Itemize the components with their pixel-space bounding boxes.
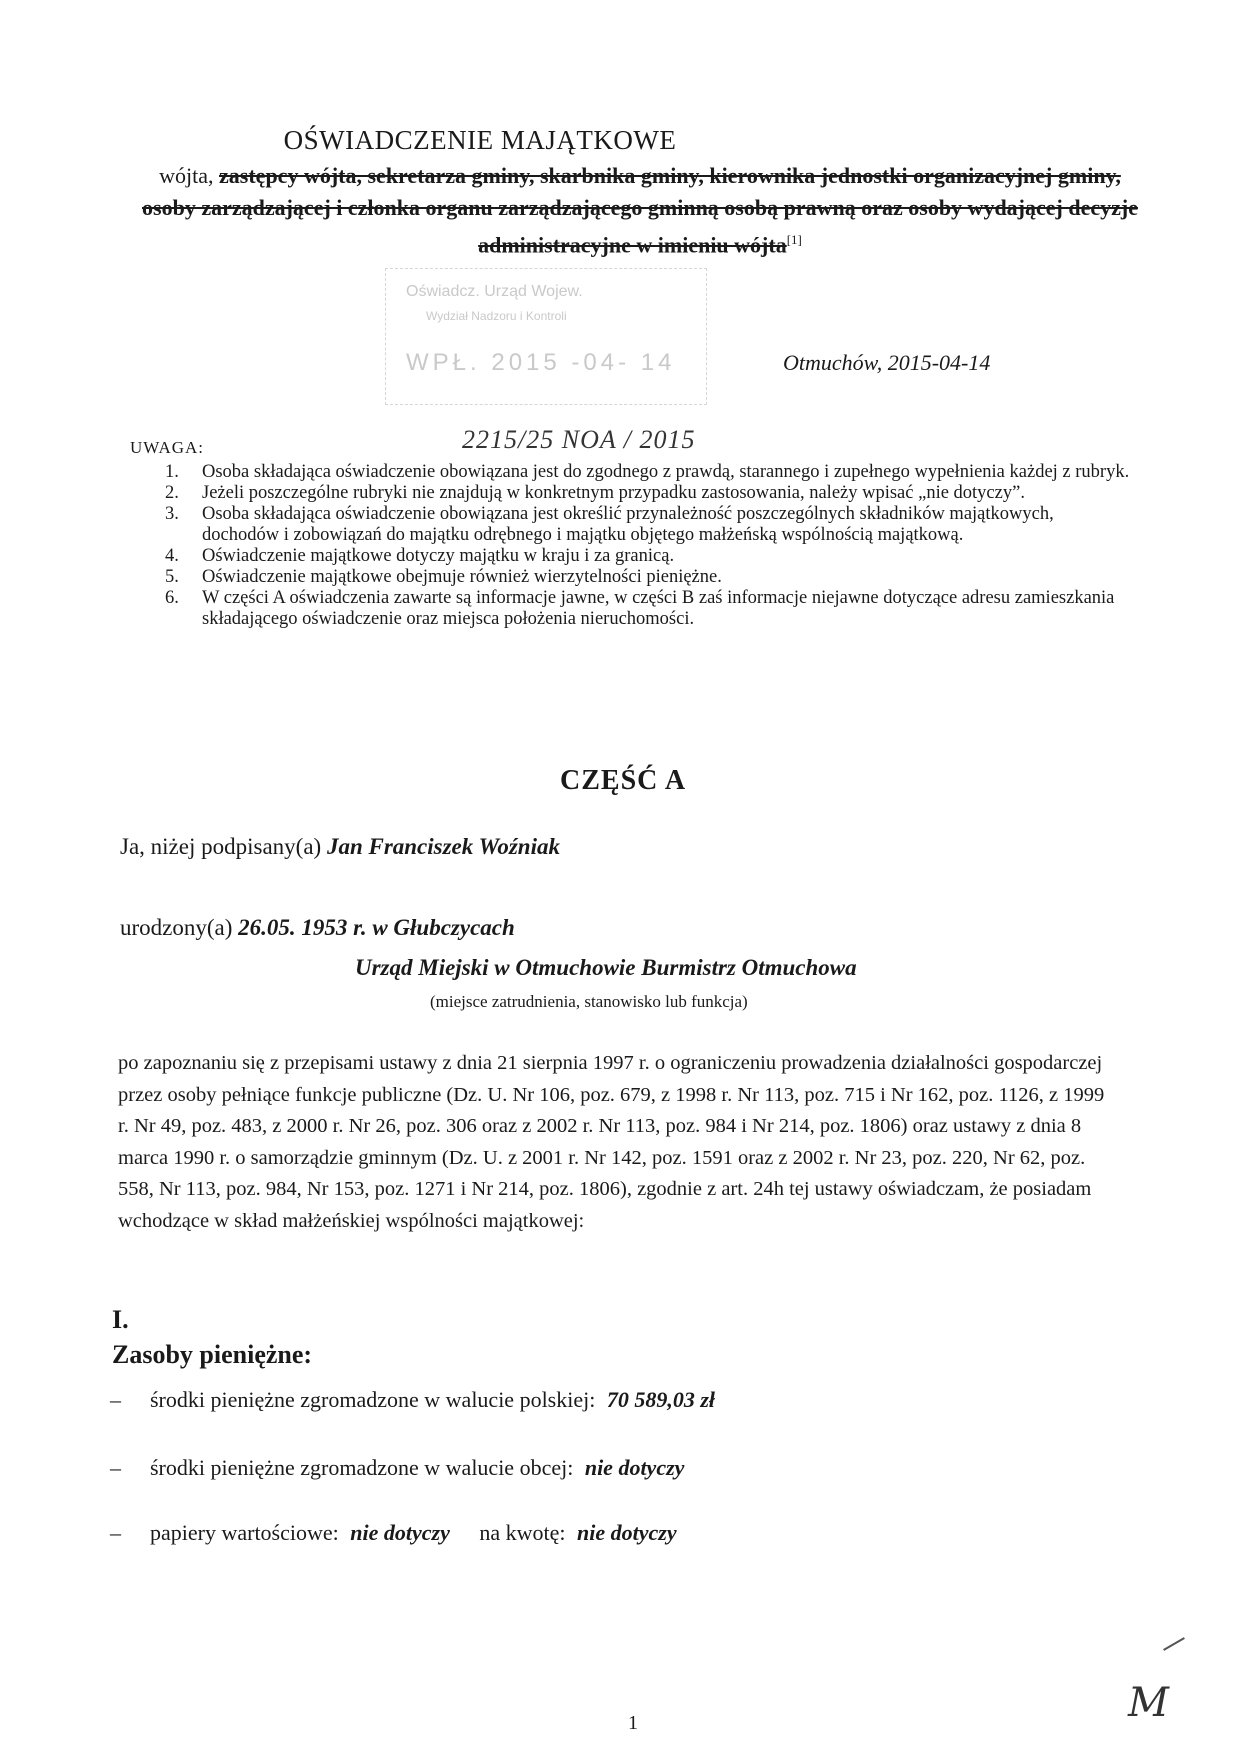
stamp-line-1: Oświadcz. Urząd Wojew. — [406, 283, 583, 300]
note-item: 5. Oświadczenie majątkowe obejmuje również wierzytelności pieniężne. — [165, 567, 722, 587]
birth-place: w Głubczycach — [372, 915, 515, 940]
pln-funds-value: 70 589,03 zł — [606, 1387, 716, 1412]
handwritten-initials: M — [1128, 1680, 1169, 1726]
footnote-marker: [1] — [786, 232, 802, 247]
pln-funds-label: środki pieniężne zgromadzone w walucie polskiej: — [150, 1387, 596, 1412]
born-prefix: urodzony(a) — [120, 915, 233, 940]
pen-mark — [1163, 1637, 1185, 1651]
section-1-title: Zasoby pieniężne: — [112, 1340, 313, 1369]
place-date: Otmuchów, 2015-04-14 — [783, 350, 991, 375]
foreign-funds-label: środki pieniężne zgromadzone w walucie obcej: — [150, 1455, 574, 1480]
legal-statement: po zapoznaniu się z przepisami ustawy z dnia 21 sierpnia 1997 r. o ograniczeniu prowadzenia działalności gospodarczej przez osoby pełniące funkcje publiczne (Dz. U. Nr 106, poz. 679, z 1998 r. Nr 113, poz. 715 i Nr 162, poz. 1126, z 1999 r. Nr 49, poz. 483, z 2000 r. Nr 26, poz. 306 oraz z 2002 r. Nr 113, poz. 984 i Nr 214, poz. 1806) oraz ustawy z dnia 8 marca 1990 r. o samorządzie gminnym (Dz. U. z 2001 r. Nr 142, poz. 1591 oraz z 2002 r. Nr 23, poz. 220, Nr 62, poz. 558, Nr 113, poz. 984, Nr 153, poz. 1271 i Nr 214, poz. 1806), zgodnie z art. 24h tej ustawy oświadczam, że posiadam wchodzące w skład małżeńskiej wspólności majątkowej: — [118, 1052, 1105, 1232]
pln-funds-item: – środki pieniężne zgromadzone w walucie polskiej: 70 589,03 zł — [110, 1387, 716, 1412]
notes-list — [150, 462, 1130, 630]
note-item: 4. Oświadczenie majątkowe dotyczy majątku w kraju i za granicą. — [165, 546, 675, 566]
securities-value: nie dotyczy — [350, 1520, 450, 1545]
subtitle-kept: wójta, — [159, 163, 214, 188]
section-1-number: I. — [112, 1305, 129, 1334]
receipt-stamp — [385, 268, 707, 405]
note-item: 3. Osoba składająca oświadczenie obowiązana jest określić przynależność poszczególnych składników majątkowych, dochodów i zobowiązań do majątku odrębnego i majątku objętego małżeńską wspólnością majątkową. — [165, 504, 1054, 545]
stamp-line-2: Wydział Nadzoru i Kontroli — [426, 309, 567, 323]
document-subtitle — [130, 160, 1150, 261]
workplace-caption: (miejsce zatrudnienia, stanowisko lub funkcja) — [430, 992, 748, 1011]
workplace: Urząd Miejski w Otmuchowie Burmistrz Otmuchowa — [355, 955, 857, 980]
page-number: 1 — [628, 1712, 638, 1734]
document-title: OŚWIADCZENIE MAJĄTKOWE — [283, 125, 677, 155]
amount-value: nie dotyczy — [577, 1520, 677, 1545]
birth-date: 26.05. 1953 r. — [238, 915, 367, 940]
notes-label: UWAGA: — [130, 438, 204, 457]
note-item: 1. Osoba składająca oświadczenie obowiązana jest do zgodnego z prawdą, starannego i zupełnego wypełnienia każdej z rubryk. — [165, 462, 1130, 482]
note-item: 2. Jeżeli poszczególne rubryki nie znajdują w konkretnym przypadku zastosowania, należy wpisać „nie dotyczy”. — [165, 483, 1025, 503]
declarant-name-line — [120, 834, 560, 860]
securities-label: papiery wartościowe: — [150, 1520, 339, 1545]
handwritten-number: 2215/25 NOA / 2015 — [462, 425, 696, 454]
birth-line — [120, 915, 515, 941]
declarant-name: Jan Franciszek Woźniak — [326, 834, 560, 859]
subtitle-struck: zastępcy wójta, sekretarza gminy, skarbnika gminy, kierownika jednostki organizacyjnej gminy, osoby zarządzającej i członka organu zarządzającego gminną osobą prawną oraz osoby wydającej decyzje administracyjne w imieniu wójta — [142, 163, 1138, 258]
foreign-funds-value: nie dotyczy — [584, 1455, 685, 1480]
note-item: 6. W części A oświadczenia zawarte są informacje jawne, w części B zaś informacje niejawne dotyczące adresu zamieszkania składającego oświadczenie oraz miejsca położenia nieruchomości. — [165, 588, 1115, 629]
amount-label: na kwotę: — [479, 1520, 566, 1545]
part-a-heading: CZĘŚĆ A — [560, 765, 687, 796]
securities-item: – papiery wartościowe: nie dotyczy na kwotę: nie dotyczy — [110, 1520, 677, 1545]
foreign-funds-item: – środki pieniężne zgromadzone w walucie obcej: nie dotyczy — [110, 1455, 685, 1480]
name-prefix: Ja, niżej podpisany(a) — [120, 834, 322, 859]
stamp-line-3: WPŁ. 2015 -04- 14 — [406, 349, 676, 376]
